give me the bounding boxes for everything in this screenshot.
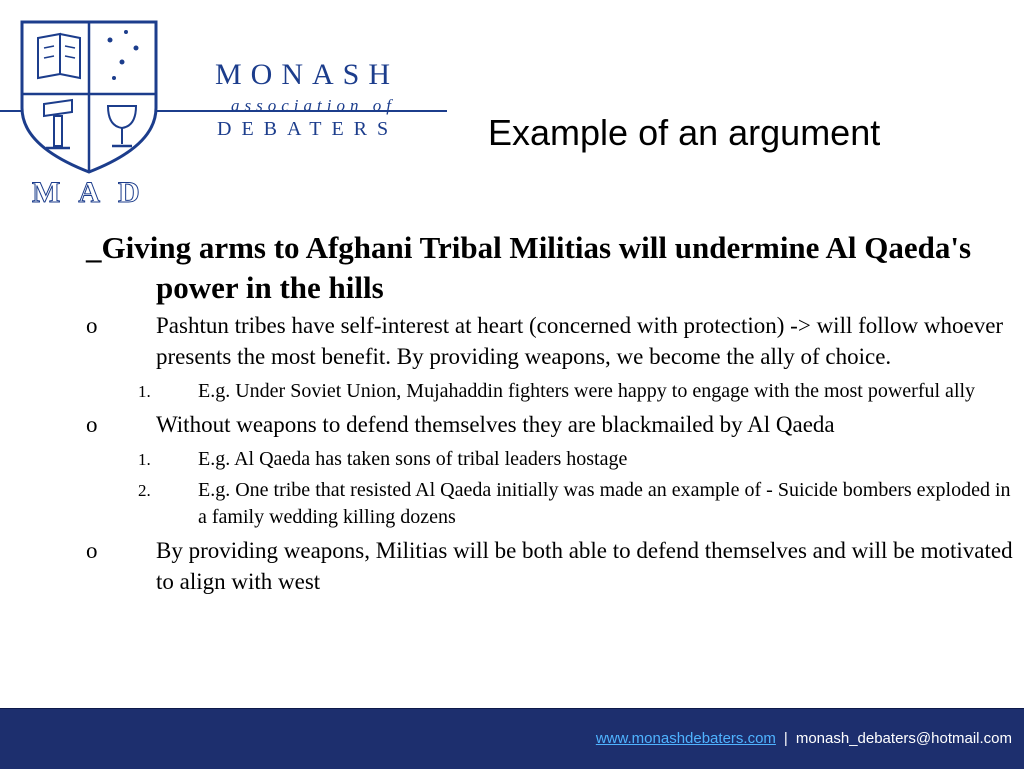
bullet-text: Pashtun tribes have self-interest at heart (concerned with protection) -> will follow whoever presents the most benefit. By providing weapons, we become the ally of choice. <box>156 313 1004 369</box>
logo <box>0 18 460 208</box>
bullet-item <box>86 409 1016 440</box>
sub-item <box>86 477 1016 531</box>
bullet-text: By providing weapons, Militias will be both able to defend themselves and will be motivated to align with west <box>156 538 1013 594</box>
footer-separator: | <box>783 730 788 747</box>
footer-contact <box>596 730 1012 747</box>
bullet-text: Without weapons to defend themselves they are blackmailed by Al Qaeda <box>156 412 835 437</box>
bullet-marker: o <box>86 412 98 437</box>
slide-body <box>86 228 1016 603</box>
brand-subtitle: association of <box>231 96 396 115</box>
sub-text: E.g. One tribe that resisted Al Qaeda initially was made an example of - Suicide bombers exploded in a family wedding killing dozens <box>198 479 1011 528</box>
argument-heading: _Giving arms to Afghani Tribal Militias will undermine Al Qaeda's power in the hills <box>86 230 972 305</box>
sub-marker: 2. <box>138 481 151 500</box>
footer-bar <box>0 708 1024 769</box>
shield-crest-icon <box>14 18 164 176</box>
email-address: monash_debaters@hotmail.com <box>795 730 1012 747</box>
brand-name: MONASH <box>215 58 400 91</box>
brand-mad: MAD <box>32 176 158 209</box>
sub-text: E.g. Al Qaeda has taken sons of tribal leaders hostage <box>198 448 628 470</box>
sub-marker: 1. <box>138 450 151 469</box>
bullet-marker: o <box>86 538 98 563</box>
sub-item <box>86 446 1016 473</box>
sub-text: E.g. Under Soviet Union, Mujahaddin fighters were happy to engage with the most powerful ally <box>198 380 976 402</box>
brand-debaters: DEBATERS <box>217 118 399 140</box>
bullet-marker: o <box>86 313 98 338</box>
slide-title: Example of an argument <box>488 112 881 153</box>
sub-item <box>86 378 1016 405</box>
website-link[interactable]: www.monashdebaters.com <box>595 730 776 747</box>
sub-marker: 1. <box>138 382 151 401</box>
bullet-item <box>86 310 1016 372</box>
bullet-item <box>86 535 1016 597</box>
